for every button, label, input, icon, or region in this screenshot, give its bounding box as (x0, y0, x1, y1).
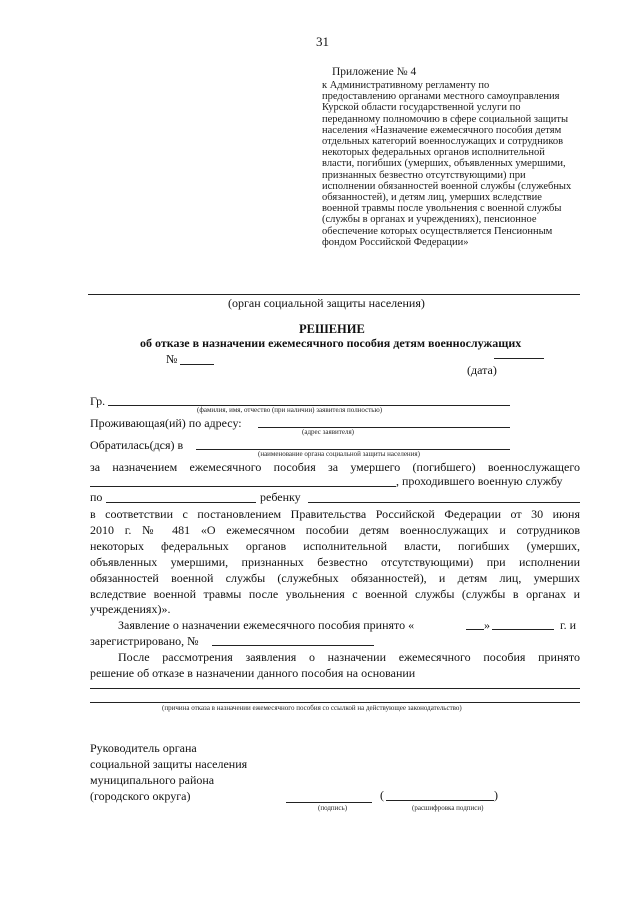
appendix-line: власти, погибших (умерших, объявленных умершими, (322, 158, 566, 170)
appendix-title: Приложение № 4 (332, 66, 417, 78)
reason-hint: (причина отказа в назначении ежемесячного пособия со ссылкой на действующее законодательство) (162, 704, 462, 712)
paragraph-line: некоторых федеральных органов исполнительной власти, погибших (умерших, (90, 539, 580, 553)
signature-hint: (подпись) (318, 804, 348, 812)
signature-line: (городского округа) (90, 789, 191, 803)
paragraph-line: объявленных умершими, признанных безвестно отсутствующими) при исполнении (90, 555, 580, 569)
service-field[interactable] (106, 502, 256, 503)
po-label: по (90, 490, 103, 504)
decision-number-label: № (166, 352, 178, 366)
organ-caption: (орган социальной защиты населения) (228, 296, 425, 310)
decode-field[interactable] (386, 800, 494, 801)
statement-line-1-b: » (484, 618, 490, 632)
appendix-line: признанных безвестно отсутствующими) при (322, 169, 526, 181)
address-field[interactable] (258, 427, 510, 428)
serviceman-field[interactable] (90, 486, 396, 487)
legal-paragraph (90, 506, 580, 602)
paragraph-line: обязанностей военной службы (служебных обязанностей), и детям лиц, умерших (90, 571, 580, 585)
appendix-line: предоставлению органами местного самоуправления (322, 91, 560, 103)
date-label: (дата) (467, 363, 497, 377)
citizen-label: Гр. (90, 394, 106, 408)
paragraph-line: вследствие военной травмы после увольнения с военной службы (службы в органах и (90, 587, 580, 601)
appendix-line: населения «Назначение ежемесячного пособия детям (322, 124, 562, 136)
applied-hint: (наименование органа социальной защиты населения) (258, 450, 420, 458)
after-line-1 (118, 650, 580, 665)
paragraph-line: в соответствии с постановлением Правительства Российской Федерации от 30 июня (90, 507, 580, 521)
appendix-line: исполнении обязанностей военной службы (служебных (322, 180, 572, 192)
decode-hint: (расшифровка подписи) (412, 804, 484, 812)
reason-line-2[interactable] (90, 702, 580, 703)
child-field[interactable] (308, 502, 580, 503)
child-label: ребенку (260, 490, 301, 504)
paragraph-line: 2010 г. № 481 «О ежемесячном пособии детям военнослужащих и сотрудников (90, 523, 580, 537)
decision-subtitle: об отказе в назначении ежемесячного пособия детям военнослужащих (140, 336, 522, 350)
signature-line: социальной защиты населения (90, 757, 248, 771)
date-line (494, 358, 544, 359)
statement-line-2: зарегистрировано, № (90, 634, 199, 648)
body-line-2: , проходившего военную службу (396, 474, 563, 488)
signature-block (90, 740, 247, 804)
after-line-1-text: После рассмотрения заявления о назначении ежемесячного пособия принято (118, 650, 580, 664)
appendix-line: (службы в органах и учреждениях), пенсионное (322, 214, 537, 226)
signature-line: Руководитель органа (90, 741, 197, 755)
decode-paren-open: ( (380, 788, 384, 802)
appendix-line: обеспечение которых осуществляется Пенсионным (322, 225, 553, 237)
signature-field[interactable] (286, 802, 372, 803)
address-hint: (адрес заявителя) (302, 428, 354, 436)
body-line-1-text: за назначением ежемесячного пособия за умершего (погибшего) военнослужащего (90, 460, 580, 474)
appendix-line: переданному полномочию в сфере социальной защиты (322, 113, 569, 125)
signature-line: муниципального района (90, 773, 215, 787)
appendix-line: фондом Российской Федерации» (322, 236, 469, 248)
decode-paren-close: ) (494, 788, 498, 802)
decision-title: РЕШЕНИЕ (299, 322, 365, 336)
appendix-line: к Административному регламенту по (322, 80, 490, 91)
statement-line-1-a: Заявление о назначении ежемесячного пособия принято « (118, 618, 415, 632)
registration-number-field[interactable] (212, 645, 374, 646)
citizen-hint: (фамилия, имя, отчество (при наличии) заявителя полностью) (197, 406, 383, 414)
appendix-line: отдельных категорий военнослужащих и сотрудников (322, 136, 564, 148)
page-number: 31 (316, 34, 329, 49)
appendix-block (322, 66, 571, 248)
body-line-1 (90, 460, 580, 475)
appendix-line: обязанностей), и детям лиц, умерших вследствие (322, 192, 542, 204)
applied-label: Обратилась(дся) в (90, 438, 184, 452)
after-line-2: решение об отказе в назначении данного пособия на основании (90, 666, 416, 680)
organ-line (88, 294, 580, 295)
statement-line-1-c: г. и (560, 618, 576, 632)
statement-day-field[interactable] (466, 629, 484, 630)
appendix-line: Курской области государственной услуги по (322, 102, 521, 114)
decision-number-line (180, 364, 214, 365)
appendix-line: военной травмы после увольнения с военной службы (322, 203, 562, 215)
appendix-text (322, 80, 571, 248)
statement-month-field[interactable] (492, 629, 554, 630)
reason-line-1[interactable] (90, 688, 580, 689)
address-label: Проживающая(ий) по адресу: (90, 416, 242, 430)
legal-paragraph-last: учреждениях)». (90, 602, 171, 616)
appendix-line: некоторых федеральных органов исполнительной (322, 147, 545, 159)
